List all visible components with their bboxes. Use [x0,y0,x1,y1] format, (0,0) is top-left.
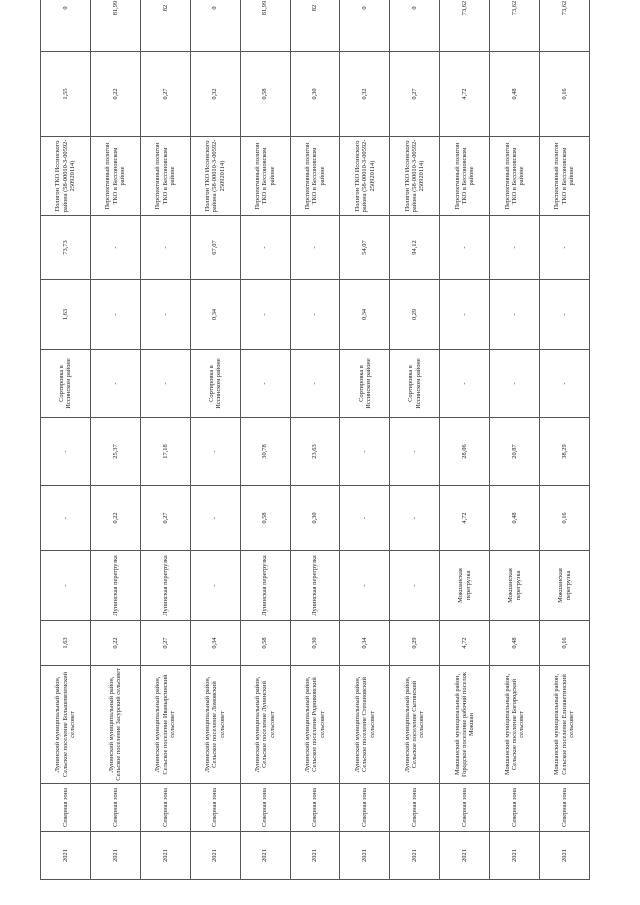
rotated-content [40,0,590,880]
landfill-cell: Перспективный полигон ТКО в Бессоновском районе [240,137,290,216]
landfill-volume-cell: 0,58 [240,52,290,137]
landfill-volume-cell: 0,32 [190,52,240,137]
transfer-station-cell: Мокшанская перегрузка [490,551,540,621]
sorting-cost-cell: 73,73 [41,216,91,280]
transfer-cost-cell: 20,87 [490,418,540,486]
table-row [240,0,290,880]
sorting-volume-cell: - [490,280,540,350]
transfer-cost-cell: 17,18 [140,418,190,486]
transfer-cost-cell: 28,06 [440,418,490,486]
settlement-cell: Лунинский муниципальный район, Сельское поселение Сытинский сельсовет [390,666,440,784]
volume-cell: 0,30 [290,621,340,666]
transfer-station-cell: - [390,551,440,621]
transfer-volume-cell: 0,16 [540,486,590,551]
year-cell: 2021 [390,832,440,880]
sorting-cost-cell: - [540,216,590,280]
table-row [490,0,540,880]
sorting-volume-cell: - [240,280,290,350]
transfer-volume-cell: 0,48 [490,486,540,551]
landfill-cell: Перспективный полигон ТКО в Бессоновском районе [540,137,590,216]
transfer-station-cell: Лунинская перегрузка [90,551,140,621]
landfill-volume-cell: 0,22 [90,52,140,137]
sorting-station-cell: - [490,350,540,418]
volume-cell: 0,16 [540,621,590,666]
sorting-station-cell: - [90,350,140,418]
year-cell: 2021 [240,832,290,880]
landfill-cost-cell: 73,62 [490,0,540,52]
waste-flow-table [40,0,590,880]
landfill-cost-cell: 82 [290,0,340,52]
table-row [190,0,240,880]
landfill-cost-cell: 73,62 [540,0,590,52]
transfer-station-cell: Лунинская перегрузка [290,551,340,621]
sorting-station-cell: Сортировка в Иссинском районе [390,350,440,418]
transfer-cost-cell: - [340,418,390,486]
landfill-volume-cell: 1,55 [41,52,91,137]
landfill-volume-cell: 0,16 [540,52,590,137]
transfer-volume-cell: 0,30 [290,486,340,551]
transfer-cost-cell: 30,78 [240,418,290,486]
volume-cell: 4,72 [440,621,490,666]
transfer-volume-cell: 0,27 [140,486,190,551]
zone-cell: Северная зона [90,784,140,832]
sorting-cost-cell: - [290,216,340,280]
sorting-volume-cell: 1,63 [41,280,91,350]
sorting-station-cell: Сортировка в Иссинском районе [190,350,240,418]
volume-cell: 1,63 [41,621,91,666]
volume-cell: 0,58 [240,621,290,666]
year-cell: 2021 [140,832,190,880]
sorting-cost-cell: - [440,216,490,280]
transfer-cost-cell: 25,37 [90,418,140,486]
table-row [440,0,490,880]
zone-cell: Северная зона [390,784,440,832]
settlement-cell: Лунинский муниципальный район, Сельское поселение Засурский сельсовет [90,666,140,784]
sorting-station-cell: - [540,350,590,418]
sorting-station-cell: - [240,350,290,418]
transfer-station-cell: Мокшанская перегрузка [440,551,490,621]
transfer-volume-cell: 4,72 [440,486,490,551]
landfill-cost-cell: 81,99 [90,0,140,52]
transfer-cost-cell: - [190,418,240,486]
settlement-cell: Мокшанский муниципальный район, Городское поселение рабочий поселок Мокшан [440,666,490,784]
transfer-cost-cell: 23,63 [290,418,340,486]
zone-cell: Северная зона [440,784,490,832]
sorting-volume-cell: - [140,280,190,350]
sorting-cost-cell: - [240,216,290,280]
sorting-station-cell: - [290,350,340,418]
table-row [90,0,140,880]
sorting-station-cell: - [140,350,190,418]
year-cell: 2021 [290,832,340,880]
sorting-cost-cell: 94,12 [390,216,440,280]
volume-cell: 0,48 [490,621,540,666]
transfer-cost-cell: 38,29 [540,418,590,486]
landfill-cell: Перспективный полигон ТКО в Бессоновском районе [90,137,140,216]
settlement-cell: Лунинский муниципальный район, Сельское поселение Родниковский сельсовет [290,666,340,784]
zone-cell: Северная зона [340,784,390,832]
sorting-volume-cell: 0,34 [340,280,390,350]
volume-cell: 0,29 [390,621,440,666]
sorting-cost-cell: 54,07 [340,216,390,280]
zone-cell: Северная зона [41,784,91,832]
landfill-cell: Полигон ТКО Иссинского района (58-00010-З-00592-250920114) [340,137,390,216]
settlement-cell: Лунинский муниципальный район, Сельское поселение Иванырсинский сельсовет [140,666,190,784]
landfill-cost-cell: 0 [390,0,440,52]
sorting-volume-cell: - [540,280,590,350]
zone-cell: Северная зона [490,784,540,832]
settlement-cell: Лунинский муниципальный район, Сельское поселение Степановский сельсовет [340,666,390,784]
sorting-volume-cell: - [90,280,140,350]
volume-cell: 0,34 [340,621,390,666]
sorting-station-cell: - [440,350,490,418]
landfill-cell: Полигон ТКО Иссинского района (58-00010-З-00592-250920114) [390,137,440,216]
settlement-cell: Лунинский муниципальный район, Сельское поселение Лунинский сельсовет [240,666,290,784]
landfill-volume-cell: 0,27 [390,52,440,137]
transfer-volume-cell: - [390,486,440,551]
year-cell: 2021 [440,832,490,880]
table-row [340,0,390,880]
table-row [41,0,91,880]
transfer-station-cell: - [190,551,240,621]
landfill-volume-cell: 0,27 [140,52,190,137]
landfill-volume-cell: 4,72 [440,52,490,137]
transfer-cost-cell: - [41,418,91,486]
sorting-volume-cell: 0,34 [190,280,240,350]
volume-cell: 0,27 [140,621,190,666]
landfill-volume-cell: 0,48 [490,52,540,137]
volume-cell: 0,34 [190,621,240,666]
settlement-cell: Мокшанский муниципальный район, Сельское поселение Елизаветинский сельсовет [540,666,590,784]
year-cell: 2021 [41,832,91,880]
year-cell: 2021 [540,832,590,880]
zone-cell: Северная зона [240,784,290,832]
table-row [390,0,440,880]
landfill-cell: Перспективный полигон ТКО в Бессоновском районе [440,137,490,216]
sorting-volume-cell: 0,29 [390,280,440,350]
sorting-volume-cell: - [290,280,340,350]
transfer-volume-cell: - [340,486,390,551]
landfill-cost-cell: 0 [41,0,91,52]
table-row [140,0,190,880]
table-row [540,0,590,880]
year-cell: 2021 [90,832,140,880]
sorting-station-cell: Сортировка в Иссинском районе [340,350,390,418]
transfer-volume-cell: 0,58 [240,486,290,551]
landfill-cell: Полигон ТКО Иссинского района (58-00010-З-00592-250920114) [41,137,91,216]
landfill-volume-cell: 0,32 [340,52,390,137]
landfill-cell: Перспективный полигон ТКО в Бессоновском районе [290,137,340,216]
year-cell: 2021 [190,832,240,880]
landfill-cost-cell: 0 [190,0,240,52]
table-row [290,0,340,880]
zone-cell: Северная зона [290,784,340,832]
transfer-station-cell: - [41,551,91,621]
sorting-volume-cell: - [440,280,490,350]
sorting-cost-cell: - [90,216,140,280]
document-page [40,0,630,880]
zone-cell: Северная зона [540,784,590,832]
settlement-cell: Мокшанский муниципальный район, Сельское поселение Богородский сельсовет [490,666,540,784]
transfer-station-cell: Лунинская перегрузка [140,551,190,621]
landfill-cell: Перспективный полигон ТКО в Бессоновском районе [490,137,540,216]
volume-cell: 0,22 [90,621,140,666]
sorting-cost-cell: - [140,216,190,280]
landfill-cost-cell: 82 [140,0,190,52]
transfer-cost-cell: - [390,418,440,486]
transfer-volume-cell: - [41,486,91,551]
year-cell: 2021 [490,832,540,880]
zone-cell: Северная зона [140,784,190,832]
transfer-volume-cell: - [190,486,240,551]
transfer-station-cell: - [340,551,390,621]
landfill-cell: Перспективный полигон ТКО в Бессоновском районе [140,137,190,216]
sorting-cost-cell: 67,07 [190,216,240,280]
zone-cell: Северная зона [190,784,240,832]
landfill-cost-cell: 0 [340,0,390,52]
landfill-volume-cell: 0,30 [290,52,340,137]
transfer-station-cell: Мокшанская перегрузка [540,551,590,621]
year-cell: 2021 [340,832,390,880]
settlement-cell: Лунинский муниципальный район, Сельское поселение Большевяземский сельсовет [41,666,91,784]
landfill-cost-cell: 81,99 [240,0,290,52]
sorting-cost-cell: - [490,216,540,280]
landfill-cell: Полигон ТКО Иссинского района (58-00010-З-00592-250920114) [190,137,240,216]
transfer-station-cell: Лунинская перегрузка [240,551,290,621]
sorting-station-cell: Сортировка в Иссинском районе [41,350,91,418]
transfer-volume-cell: 0,22 [90,486,140,551]
settlement-cell: Лунинский муниципальный район, Сельское поселение Ломовский сельсовет [190,666,240,784]
landfill-cost-cell: 73,62 [440,0,490,52]
